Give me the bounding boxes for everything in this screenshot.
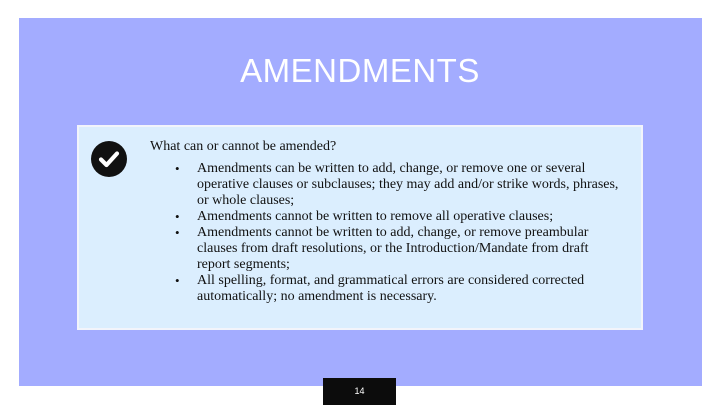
list-item [150, 209, 620, 225]
bullet-symbol: • [175, 209, 180, 224]
list-item-text: All spelling, format, and grammatical errors are considered corrected automatically; no amendment is necessary. [197, 273, 585, 304]
list-item-text: Amendments can be written to add, change, or remove one or several operative clauses or subclauses; they may add and/or strike words, phrases, or whole clauses; [197, 161, 619, 208]
slide-title: AMENDMENTS [240, 52, 480, 89]
panel-content [150, 138, 620, 305]
list-item-text: Amendments cannot be written to add, change, or remove preambular clauses from draft resolutions, or the Introduction/Mandate from draft report segments; [197, 225, 589, 272]
list-item-text: Amendments cannot be written to remove all operative clauses; [197, 209, 554, 224]
bullet-symbol: • [175, 161, 180, 176]
bullet-list [150, 161, 620, 305]
bullet-symbol: • [175, 225, 180, 240]
list-item [150, 273, 620, 305]
list-item [150, 225, 620, 273]
bullet-symbol: • [175, 273, 180, 288]
page-number: 14 [323, 378, 396, 405]
panel-question: What can or cannot be amended? [150, 139, 337, 154]
list-item [150, 161, 620, 209]
checkmark-circle-icon [91, 141, 127, 177]
